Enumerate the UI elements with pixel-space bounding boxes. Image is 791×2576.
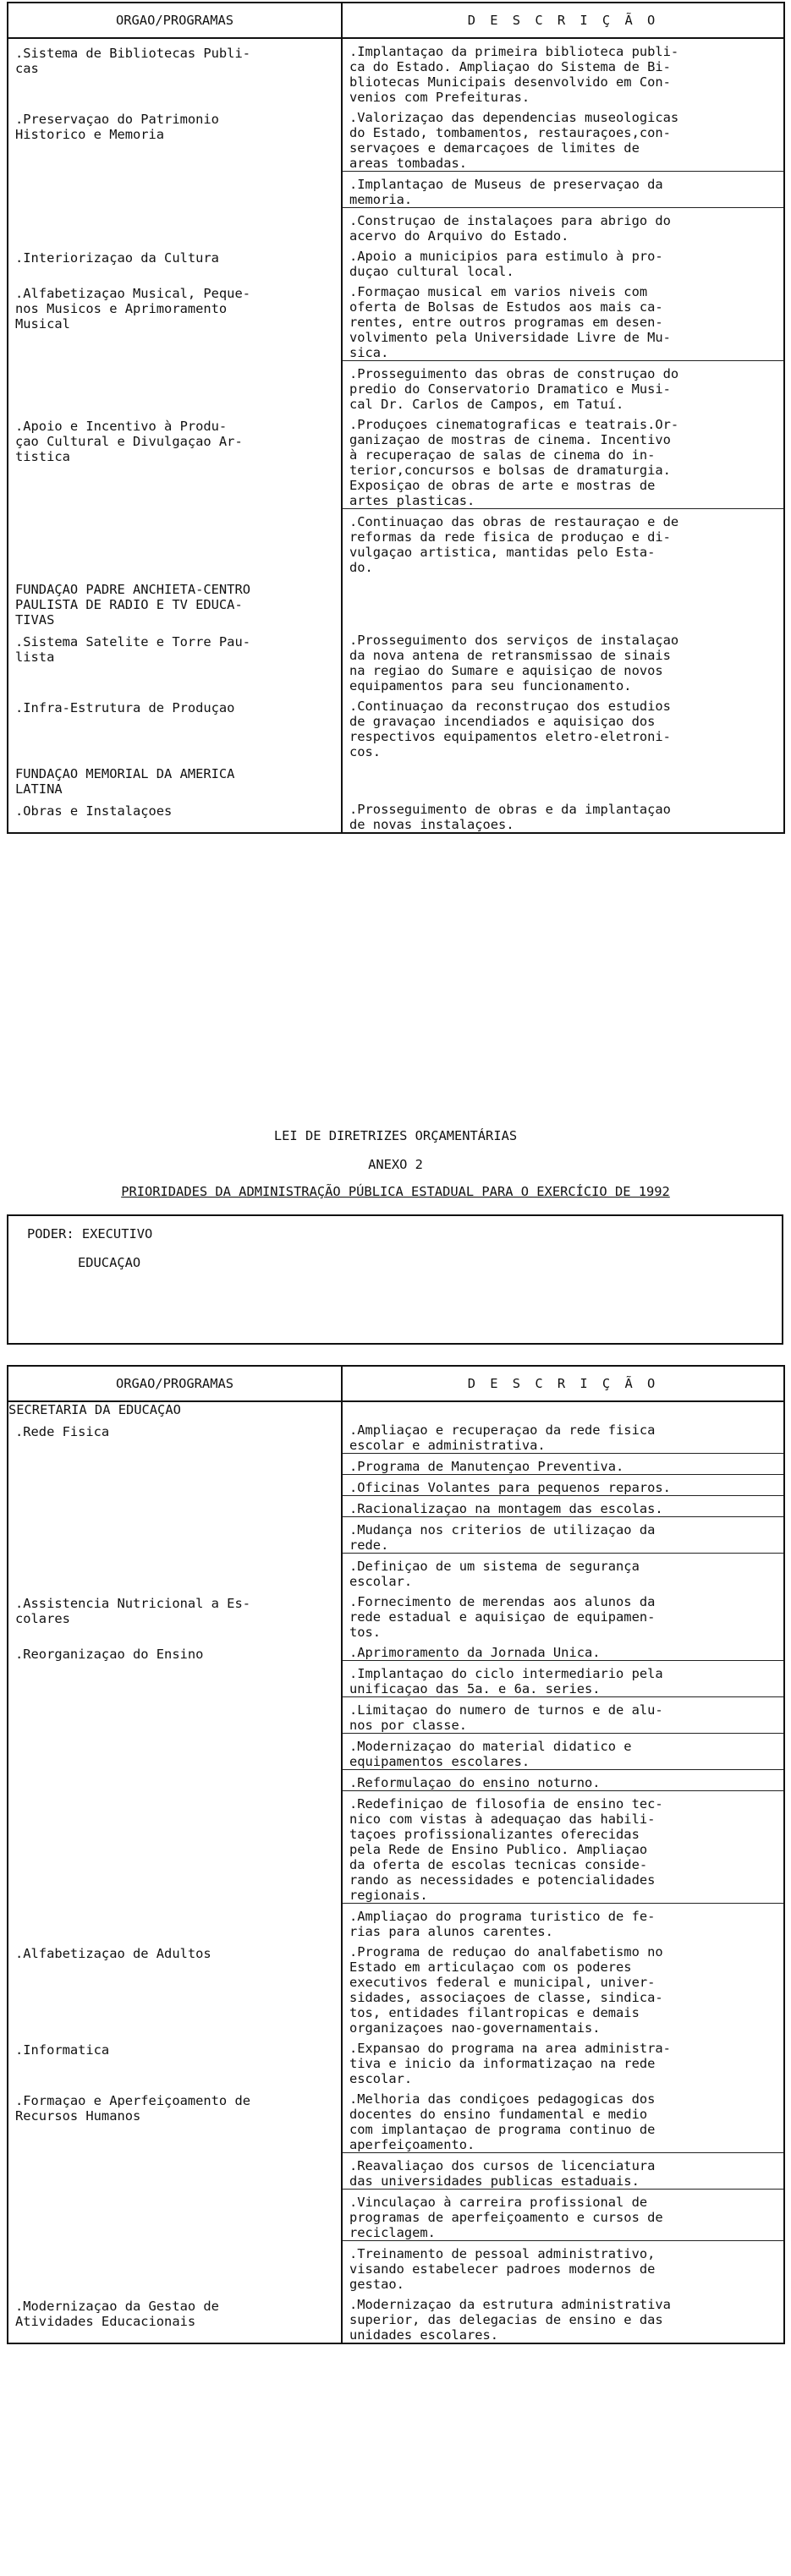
program-name: .Infra-Estrutura de Produçao: [15, 700, 235, 715]
description-item: .Prosseguimento de obras e da implantaçao de novas instalaçoes.: [349, 802, 671, 832]
description-cell: [342, 1640, 784, 1939]
program-name: .Preservaçao do Patrimonio Historico e Memoria: [15, 112, 219, 142]
description-item: .Ampliaçao do programa turistico de fe- rias para alunos carentes.: [343, 1903, 783, 1939]
description-cell: [342, 412, 784, 575]
program-name: .Formaçao e Aperfeiçoamento de Recursos Humanos: [15, 2093, 250, 2124]
description-item: .Valorizaçao das dependencias museologicas do Estado, tombamentos, restauraçoes,con- servaçoes e demarcaçoes de limites de areas tombadas.: [349, 110, 679, 171]
section-empty-cell: [342, 1401, 784, 1417]
description-cell: [342, 244, 784, 279]
description-item: .Formaçao musical em varios niveis com oferta de Bolsas de Estudos aos mais ca- rentes, entre outros programas em desen- volvimento pela Universidade Livre de Mu- sica.: [349, 284, 671, 360]
program-name-cell: [8, 2086, 342, 2292]
table-row: [8, 759, 784, 797]
program-name-cell: [8, 628, 342, 693]
table-row: [8, 1589, 784, 1640]
description-cell: [342, 105, 784, 244]
description-cell: [342, 2036, 784, 2086]
table-row: [8, 797, 784, 833]
description-item: .Reavaliaçao dos cursos de licenciatura das universidades publicas estaduais.: [343, 2152, 783, 2189]
program-name-cell: [8, 1417, 342, 1589]
description-cell: [342, 575, 784, 628]
description-cell: [342, 1939, 784, 2036]
description-item: .Modernizaçao do material didatico e equipamentos escolares.: [343, 1733, 783, 1769]
power-box: [7, 1214, 783, 1345]
header-org-programs: ORGAO/PROGRAMAS: [8, 3, 342, 38]
description-item: .Prosseguimento dos serviços de instalaçao da nova antena de retransmissao de sinais na regiao do Sumare e aquisiçao de novos equipamentos para seu funcionamento.: [349, 633, 679, 693]
program-name-cell: [8, 1589, 342, 1640]
description-item: .Implantaçao da primeira biblioteca publi- ca do Estado. Ampliaçao do Sistema de Bi- bliotecas Municipais desenvolvido em Con- venios com Prefeituras.: [349, 44, 679, 105]
program-name: FUNDAÇAO MEMORIAL DA AMERICA LATINA: [15, 766, 235, 797]
description-item: .Oficinas Volantes para pequenos reparos.: [343, 1474, 783, 1495]
description-cell: [342, 693, 784, 759]
table-row: [8, 693, 784, 759]
program-name: .Assistencia Nutricional a Es- colares: [15, 1596, 250, 1626]
table-row: [8, 105, 784, 244]
program-name: .Rede Fisica: [15, 1424, 110, 1439]
program-name: .Alfabetizaçao de Adultos: [15, 1946, 211, 1961]
table-row: [8, 2292, 784, 2343]
table-row: [8, 279, 784, 412]
description-item: .Expansao do programa na area administra- tiva e inicio da informatizaçao na rede escolar.: [349, 2041, 671, 2086]
table-row: [8, 2086, 784, 2292]
description-item: .Implantaçao de Museus de preservaçao da memoria.: [343, 171, 783, 207]
description-item: .Aprimoramento da Jornada Unica.: [349, 1645, 601, 1660]
description-item: .Programa de Manutençao Preventiva.: [343, 1453, 783, 1474]
description-item: .Definiçao de um sistema de segurança escolar.: [343, 1553, 783, 1589]
program-name: .Interiorizaçao da Cultura: [15, 250, 219, 266]
description-item: .Melhoria das condiçoes pedagogicas dos docentes do ensino fundamental e medio com implantaçao de programa continuo de aperfeiçoamento.: [349, 2091, 656, 2152]
header-description: D E S C R I Ç Ã O: [342, 1366, 784, 1401]
program-name: .Informatica: [15, 2042, 110, 2058]
annex-number: ANEXO 2: [368, 1157, 423, 1172]
description-item: .Fornecimento de merendas aos alunos da rede estadual e aquisiçao de equipamen- tos.: [349, 1594, 656, 1640]
description-item: .Implantaçao do ciclo intermediario pela unificaçao das 5a. e 6a. series.: [343, 1660, 783, 1696]
program-name-cell: [8, 279, 342, 412]
description-item: .Treinamento de pessoal administrativo, visando estabelecer padroes modernos de gestao.: [343, 2240, 783, 2292]
programs-table-culture: [7, 2, 785, 834]
law-title: LEI DE DIRETRIZES ORÇAMENTÁRIAS: [273, 1128, 518, 1143]
description-cell: [342, 2292, 784, 2343]
program-name-cell: [8, 1939, 342, 2036]
description-item: .Racionalizaçao na montagem das escolas.: [343, 1495, 783, 1516]
program-name: FUNDAÇAO PADRE ANCHIETA-CENTRO PAULISTA DE RADIO E TV EDUCA- TIVAS: [15, 582, 250, 628]
table-row: [8, 1939, 784, 2036]
description-item: .Construçao de instalaçoes para abrigo do acervo do Arquivo do Estado.: [343, 207, 783, 244]
table-header-row: [8, 3, 784, 38]
program-name-cell: [8, 412, 342, 575]
table-row: [8, 412, 784, 575]
section-row: [8, 1401, 784, 1417]
description-item: .Limitaçao do numero de turnos e de alu- nos por classe.: [343, 1696, 783, 1733]
table-row: [8, 38, 784, 105]
program-name: .Obras e Instalaçoes: [15, 803, 173, 819]
description-cell: [342, 279, 784, 412]
description-item: .Ampliaçao e recuperaçao da rede fisica escolar e administrativa.: [349, 1422, 656, 1453]
program-name: .Sistema de Bibliotecas Publi- cas: [15, 46, 250, 76]
description-cell: [342, 797, 784, 833]
description-item: .Programa de reduçao do analfabetismo no Estado em articulaçao com os poderes executivos federal e municipal, univer- sidades, associaçoes de classe, sindica- tos, entidades filantropicas e demais organizaçoes nao-governamentais.: [349, 1944, 663, 2036]
priorities-title: PRIORIDADES DA ADMINISTRAÇÃO PÚBLICA ESTADUAL PARA O EXERCÍCIO DE 1992: [121, 1184, 670, 1199]
table-row: [8, 244, 784, 279]
description-cell: [342, 1589, 784, 1640]
programs-table-education: [7, 1365, 785, 2344]
description-item: .Vinculaçao à carreira profissional de programas de aperfeiçoamento e cursos de reciclagem.: [343, 2189, 783, 2240]
description-item: .Modernizaçao da estrutura administrativa superior, das delegacias de ensino e das unidades escolares.: [349, 2297, 671, 2343]
description-item: .Continuaçao das obras de restauraçao e de reformas da rede fisica de produçao e di- vulgaçao artistica, mantidas pelo Esta- do.: [343, 508, 783, 575]
power-label: PODER: EXECUTIVO: [27, 1226, 153, 1241]
program-name-cell: [8, 38, 342, 105]
table-row: [8, 575, 784, 628]
description-cell: [342, 2086, 784, 2292]
program-name: .Reorganizaçao do Ensino: [15, 1647, 204, 1662]
description-item: .Prosseguimento das obras de construçao do predio do Conservatorio Dramatico e Musi- cal Dr. Carlos de Campos, em Tatuí.: [343, 360, 783, 412]
header-description: D E S C R I Ç Ã O: [342, 3, 784, 38]
description-cell: [342, 1417, 784, 1589]
section-title: SECRETARIA DA EDUCAÇAO: [8, 1401, 342, 1417]
table-row: [8, 2036, 784, 2086]
program-name: .Apoio e Incentivo à Produ- çao Cultural e Divulgaçao Ar- tistica: [15, 419, 243, 464]
program-name-cell: [8, 2036, 342, 2086]
description-cell: [342, 628, 784, 693]
description-item: .Produçoes cinematograficas e teatrais.Or- ganizaçao de mostras de cinema. Incentivo à recuperaçao de salas de cinema do in- terior,concursos e bolsas de dramaturgia. Exposiçao de obras de arte e mostras de artes plasticas.: [349, 417, 679, 508]
table-row: [8, 1640, 784, 1939]
program-name-cell: [8, 575, 342, 628]
header-org-programs: ORGAO/PROGRAMAS: [8, 1366, 342, 1401]
program-name-cell: [8, 244, 342, 279]
program-name-cell: [8, 105, 342, 244]
description-cell: [342, 38, 784, 105]
table-row: [8, 1417, 784, 1589]
program-name: .Alfabetizaçao Musical, Peque- nos Musicos e Aprimoramento Musical: [15, 286, 250, 332]
program-name: .Modernizaçao da Gestao de Atividades Educacionais: [15, 2299, 219, 2329]
description-item: .Redefiniçao de filosofia de ensino tec- nico com vistas à adequaçao das habili- taçoes profissionalizantes oferecidas pela Rede de Ensino Publico. Ampliaçao da oferta de escolas tecnicas conside- rando as necessidades e potencialidades regionais.: [343, 1790, 783, 1903]
description-item: .Mudança nos criterios de utilizaçao da rede.: [343, 1516, 783, 1553]
description-item: .Continuaçao da reconstruçao dos estudios de gravaçao incendiados e aquisiçao dos respectivos equipamentos eletro-eletroni- cos.: [349, 699, 671, 759]
program-name-cell: [8, 1640, 342, 1939]
program-name-cell: [8, 759, 342, 797]
program-name-cell: [8, 2292, 342, 2343]
description-item: .Reformulaçao do ensino noturno.: [343, 1769, 783, 1790]
program-name: .Sistema Satelite e Torre Pau- lista: [15, 634, 250, 665]
table-header-row: [8, 1366, 784, 1401]
power-area: EDUCAÇAO: [78, 1255, 141, 1270]
description-item: .Apoio a municipios para estimulo à pro- duçao cultural local.: [349, 249, 663, 279]
program-name-cell: [8, 797, 342, 833]
table-row: [8, 628, 784, 693]
program-name-cell: [8, 693, 342, 759]
description-cell: [342, 759, 784, 797]
